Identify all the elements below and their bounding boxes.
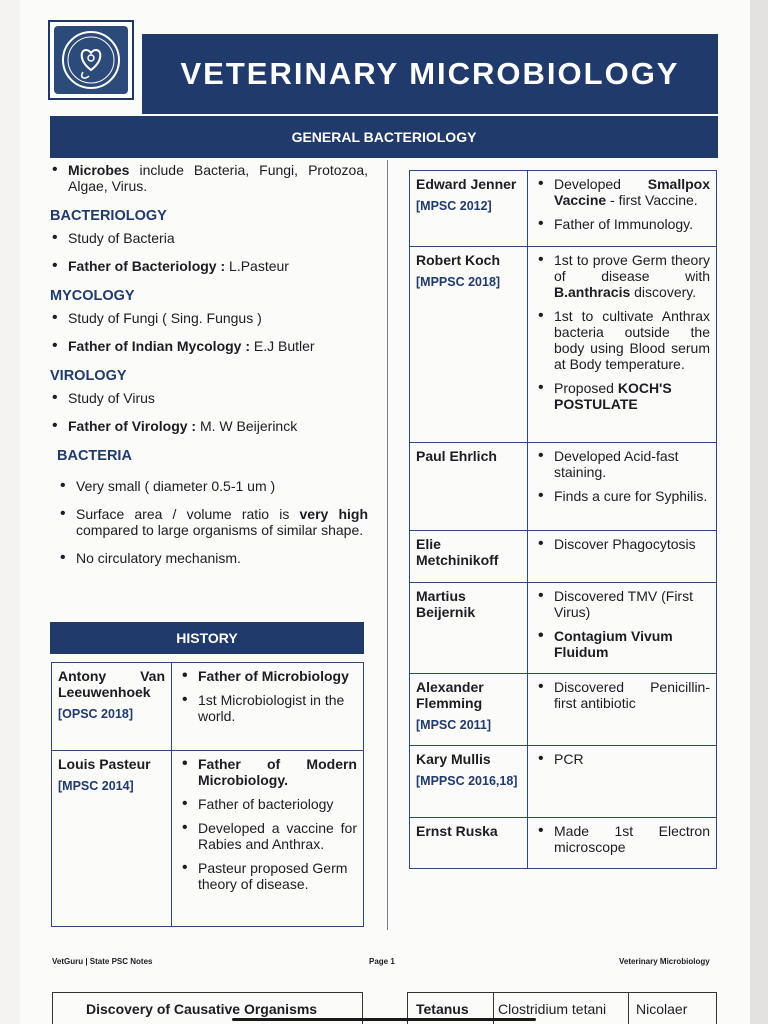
left-column (48, 162, 368, 574)
table-row (52, 663, 364, 751)
table-row (410, 247, 717, 443)
scientist-name: Antony Van Leeuwenhoek (58, 668, 165, 700)
list-item: • Developed Acid-fast staining. (534, 448, 710, 480)
footer-right: Veterinary Microbiology (619, 957, 710, 966)
table-row (410, 443, 717, 531)
scientist-name: Robert Koch (416, 252, 500, 268)
table-row (410, 674, 717, 746)
exam-tag: [MPSC 2011] (416, 718, 492, 732)
scientist-name: Edward Jenner (416, 176, 517, 192)
scientist-name: Paul Ehrlich (416, 448, 497, 464)
page-title: VETERINARY MICROBIOLOGY (142, 34, 718, 114)
table-row (410, 531, 717, 583)
page-number: Page 1 (369, 957, 395, 966)
list-item: • Pasteur proposed Germ theory of disease. (178, 860, 357, 892)
list-item: • No circulatory mechanism. (56, 550, 368, 566)
list-item: • Developed Smallpox Vaccine - first Vaccine. (534, 176, 710, 208)
page-edge (750, 0, 768, 1024)
list-item: • Father of Microbiology (178, 668, 357, 684)
history-table-right (409, 170, 717, 869)
list-item: • Discover Phagocytosis (534, 536, 710, 552)
scientist-name: Martius Beijernik (416, 588, 476, 620)
list-item: • Father of bacteriology (178, 796, 357, 812)
section-general-bacteriology: GENERAL BACTERIOLOGY (50, 116, 718, 158)
next-page-cell: Clostridium tetani (498, 1001, 607, 1017)
stethoscope-heart-logo-icon (59, 28, 123, 92)
scientist-name: Alexander Flemming (416, 679, 484, 711)
exam-tag: [MPSC 2012] (416, 199, 492, 213)
cell-divider (628, 992, 629, 1024)
exam-tag: [MPPSC 2018] (416, 275, 501, 289)
table-row (410, 583, 717, 674)
history-table-left (51, 662, 364, 927)
list-item: • 1st to prove Germ theory of disease with B.anthracis discovery. (534, 252, 710, 300)
microbes-item: • Microbes include Bacteria, Fungi, Protozoa, Algae, Virus. (48, 162, 368, 194)
list-item: • Father of Virology : M. W Beijerinck (48, 418, 368, 434)
list-item: • Contagium Vivum Fluidum (534, 628, 710, 660)
list-item: • Study of Virus (48, 390, 368, 406)
scientist-name: Kary Mullis (416, 751, 491, 767)
scientist-name: Louis Pasteur (58, 756, 151, 772)
mycology-heading: MYCOLOGY (50, 288, 135, 304)
scientist-name: Elie Metchinikoff (416, 536, 499, 568)
bacteria-heading: BACTERIA (57, 448, 132, 464)
exam-tag: [MPPSC 2016,18] (416, 774, 518, 788)
list-item: • 1st Microbiologist in the world. (178, 692, 357, 724)
logo (48, 20, 134, 100)
exam-tag: [OPSC 2018] (58, 707, 134, 721)
list-item: • Study of Bacteria (48, 230, 368, 246)
home-indicator[interactable] (232, 1018, 536, 1021)
table-row (410, 171, 717, 247)
list-item: • Father of Bacteriology : L.Pasteur (48, 258, 368, 274)
list-item: • Father of Immunology. (534, 216, 710, 232)
list-item: • Study of Fungi ( Sing. Fungus ) (48, 310, 368, 326)
list-item: • Discovered Penicillin- first antibiotic (534, 679, 710, 711)
list-item: • 1st to cultivate Anthrax bacteria outside the body using Blood serum at Body temperature. (534, 308, 710, 372)
table-row (52, 751, 364, 927)
exam-tag: [MPSC 2014] (58, 779, 134, 793)
table-row (410, 818, 717, 869)
list-item: • Developed a vaccine for Rabies and Anthrax. (178, 820, 357, 852)
scientist-name: Ernst Ruska (416, 823, 498, 839)
table-row (410, 746, 717, 818)
list-item: • Proposed KOCH'S POSTULATE (534, 380, 710, 412)
list-item: • Surface area / volume ratio is very high compared to large organisms of similar shape. (56, 506, 368, 538)
list-item: • Father of Modern Microbiology. (178, 756, 357, 788)
list-item: • Very small ( diameter 0.5-1 um ) (56, 478, 368, 494)
next-page-cell: Tetanus (416, 1001, 469, 1017)
bacteriology-heading: BACTERIOLOGY (50, 208, 167, 224)
list-item: • PCR (534, 751, 710, 767)
list-item: • Made 1st Electron microscope (534, 823, 710, 855)
next-page-heading: Discovery of Causative Organisms (86, 1001, 318, 1017)
next-page-cell: Nicolaer (636, 1001, 688, 1017)
list-item: • Discovered TMV (First Virus) (534, 588, 710, 620)
section-history: HISTORY (50, 622, 364, 654)
list-item: • Finds a cure for Syphilis. (534, 488, 710, 504)
column-divider (387, 160, 388, 930)
virology-heading: VIROLOGY (50, 368, 127, 384)
footer-left: VetGuru | State PSC Notes (52, 957, 153, 966)
list-item: • Father of Indian Mycology : E.J Butler (48, 338, 368, 354)
